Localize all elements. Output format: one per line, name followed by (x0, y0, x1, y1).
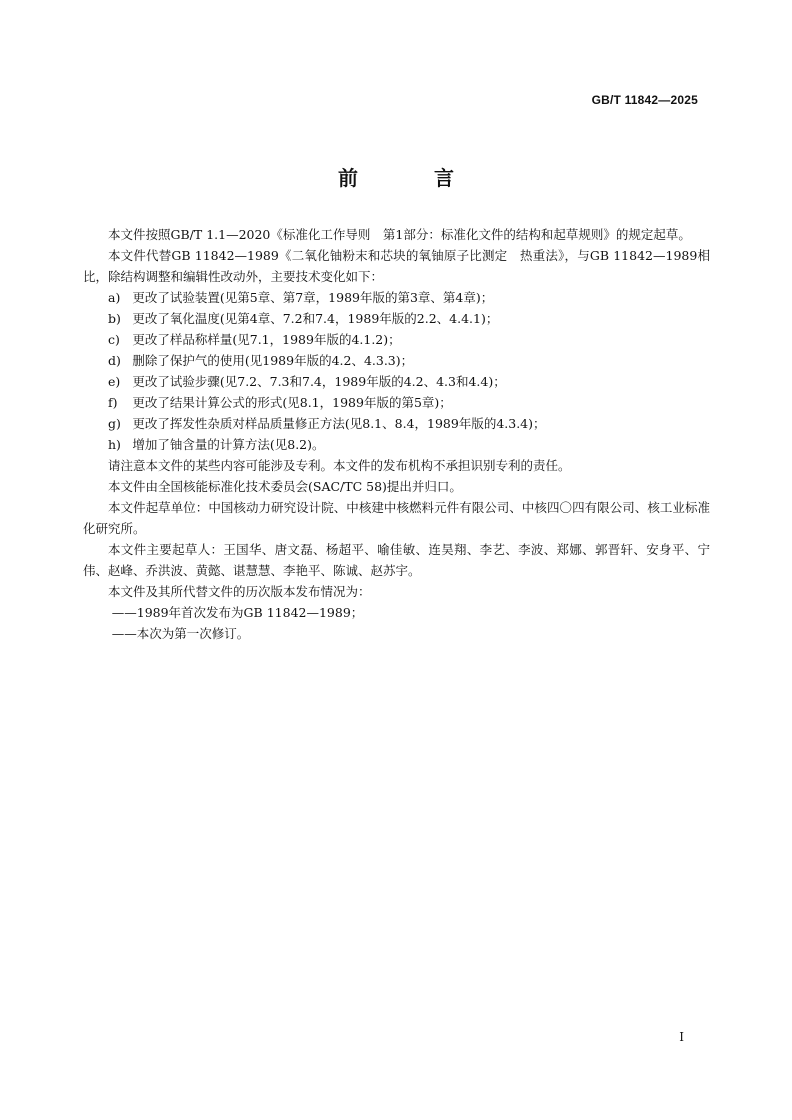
drafters-paragraph: 本文件主要起草人：王国华、唐文磊、杨超平、喻佳敏、连昊翔、李艺、李波、郑娜、郭晋轩、安身平、宁伟、赵峰、乔洪波、黄懿、谌慧慧、李艳平、陈诚、赵苏宇。 (83, 542, 710, 578)
list-label: h) (108, 437, 121, 452)
list-text: 更改了氧化温度(见第4章、7.2和7.4，1989年版的2.2、4.4.1)； (132, 311, 499, 326)
history-item: ——1989年首次发布为GB 11842—1989； (111, 605, 364, 620)
list-label: f) (108, 395, 118, 410)
list-label: b) (108, 311, 121, 326)
list-text: 更改了结果计算公式的形式(见8.1，1989年版的第5章)； (132, 395, 452, 410)
list-label: c) (108, 332, 120, 347)
list-label: a) (108, 290, 121, 305)
changes-list (83, 287, 710, 455)
list-text: 更改了样品称样量(见7.1，1989年版的4.1.2)； (132, 332, 401, 347)
foreword-body (83, 224, 710, 644)
list-item (99, 329, 710, 350)
list-label: e) (108, 374, 121, 389)
list-label: d) (108, 353, 121, 368)
list-text: 增加了铀含量的计算方法(见8.2)。 (132, 437, 325, 452)
list-label: g) (108, 416, 121, 431)
list-item (99, 308, 710, 329)
page-title: 前 言 (338, 166, 482, 190)
list-item (99, 287, 710, 308)
committee-paragraph: 本文件由全国核能标准化技术委员会(SAC/TC 58)提出并归口。 (108, 479, 462, 494)
page-number: I (679, 1030, 684, 1044)
history-intro: 本文件及其所代替文件的历次版本发布情况为： (108, 584, 371, 599)
list-item (99, 413, 710, 434)
list-text: 删除了保护气的使用(见1989年版的4.2、4.3.3)； (132, 353, 414, 368)
history-item: ——本次为第一次修订。 (111, 626, 250, 641)
list-item (99, 434, 710, 455)
list-item (99, 350, 710, 371)
drafting-units-paragraph: 本文件起草单位：中国核动力研究设计院、中核建中核燃料元件有限公司、中核四〇四有限公司、核工业标准化研究所。 (83, 500, 710, 536)
list-item (99, 371, 710, 392)
list-text: 更改了挥发性杂质对样品质量修正方法(见8.1、8.4，1989年版的4.3.4)； (132, 416, 546, 431)
replacement-paragraph: 本文件代替GB 11842—1989《二氧化铀粉末和芯块的氧铀原子比测定 热重法》，与GB 11842—1989相比，除结构调整和编辑性改动外，主要技术变化如下： (83, 248, 710, 284)
document-code: GB/T 11842—2025 (591, 93, 698, 107)
list-text: 更改了试验装置(见第5章、第7章，1989年版的第3章、第4章)； (132, 290, 494, 305)
patent-notice: 请注意本文件的某些内容可能涉及专利。本文件的发布机构不承担识别专利的责任。 (108, 458, 571, 473)
list-item (99, 392, 710, 413)
list-text: 更改了试验步骤(见7.2、7.3和7.4，1989年版的4.2、4.3和4.4)； (132, 374, 506, 389)
intro-paragraph: 本文件按照GB/T 1.1—2020《标准化工作导则 第1部分：标准化文件的结构和起草规则》的规定起草。 (108, 227, 691, 242)
